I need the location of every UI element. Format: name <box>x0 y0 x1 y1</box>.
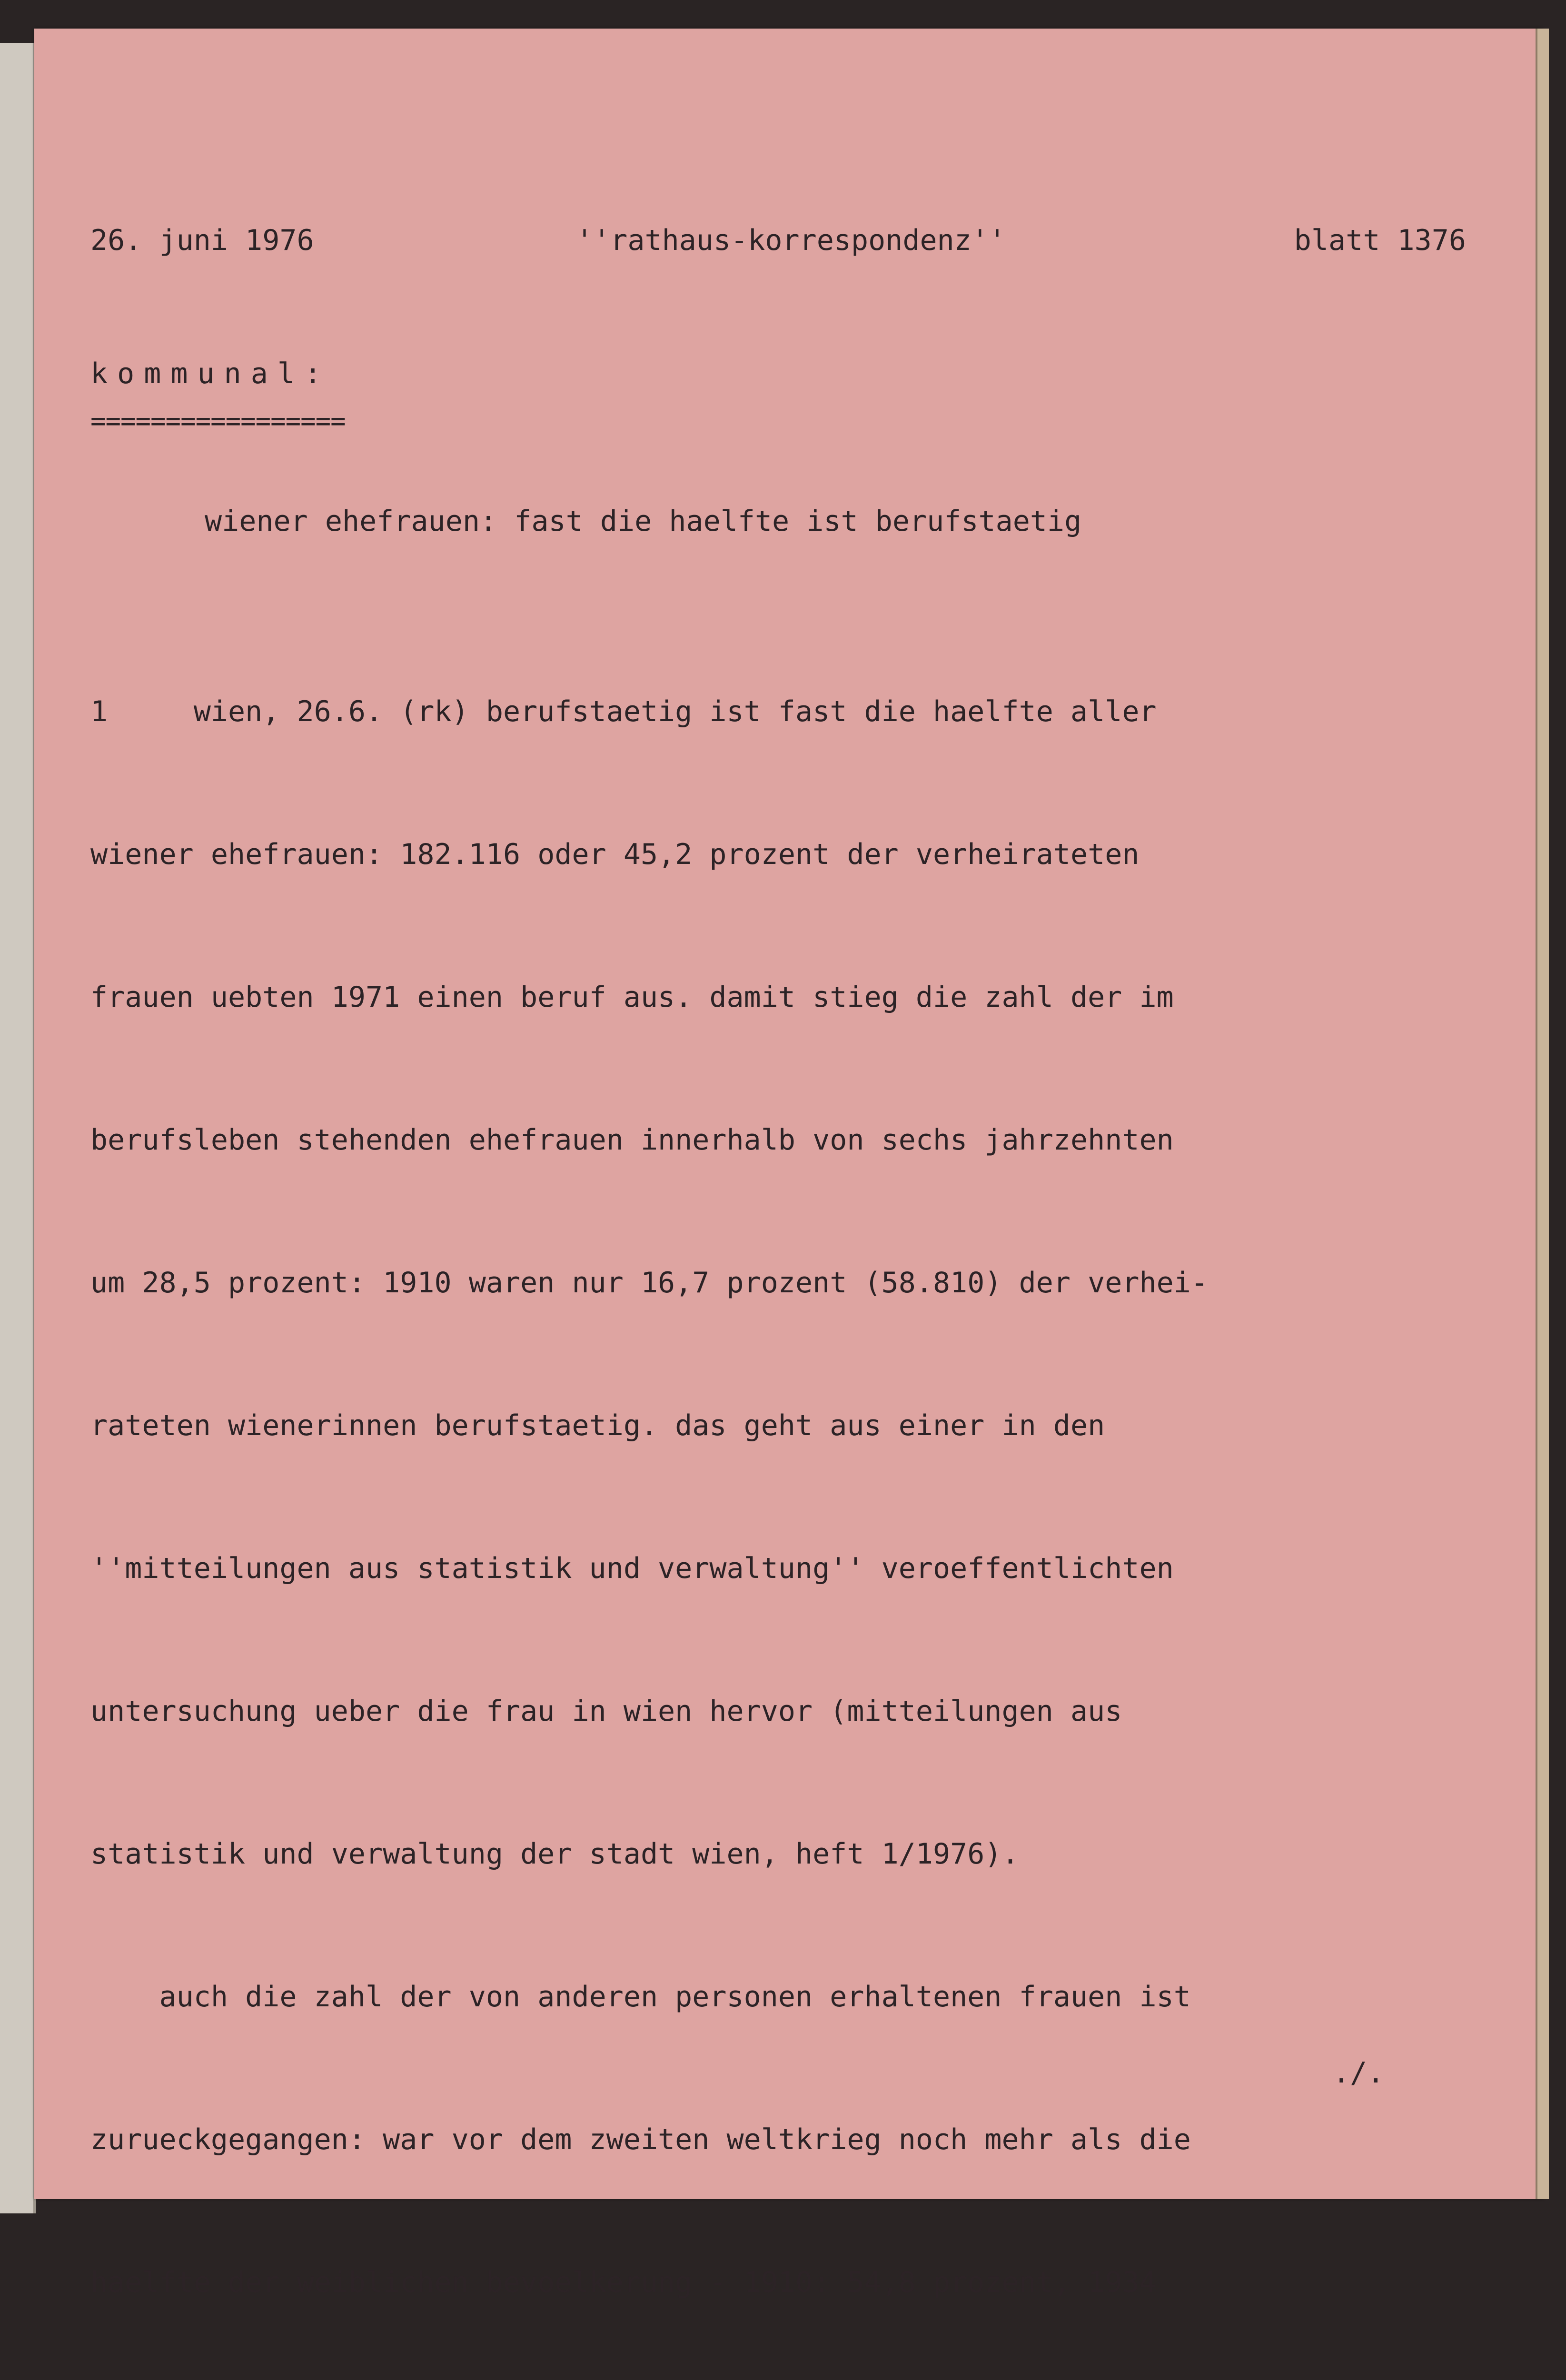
body-line: zurueckgegangen: war vor dem zweiten weltkrieg noch mehr als die <box>90 2123 1191 2156</box>
section-title: kommunal: <box>90 357 331 390</box>
page-stack-edge <box>1536 29 1549 2199</box>
body-line: um 28,5 prozent: 1910 waren nur 16,7 prozent (58.810) der verhei- <box>90 1266 1208 1299</box>
body-line: rateten wienerinnen berufstaetig. das geht aus einer in den <box>90 1409 1105 1442</box>
body-line: haelfte der weiblichen bevoelkerung - 1910: 54,8 prozent, 1934 <box>90 2266 1157 2299</box>
document-sheet <box>34 29 1543 2299</box>
header-page-number: blatt 1376 <box>1294 224 1466 257</box>
body-line: frauen uebten 1971 einen beruf aus. damit stieg die zahl der im <box>90 981 1174 1014</box>
page-header <box>90 217 1466 264</box>
body-line: auch die zahl der von anderen personen erhaltenen frauen ist <box>90 1980 1191 2013</box>
article-body <box>90 593 1259 2380</box>
article-headline: wiener ehefrauen: fast die haelfte ist berufstaetig <box>205 505 1082 538</box>
header-date: 26. juni 1976 <box>90 224 314 257</box>
body-line: wiener ehefrauen: 182.116 oder 45,2 prozent der verheirateten <box>90 838 1140 871</box>
body-line: 1 wien, 26.6. (rk) berufstaetig ist fast die haelfte aller <box>90 695 1157 728</box>
document-text <box>90 29 1471 2299</box>
continuation-mark: ./. <box>1333 2056 1385 2090</box>
section-underline: ================= <box>90 406 346 436</box>
header-publication: ''rathaus-korrespondenz'' <box>576 224 1006 257</box>
body-line: statistik und verwaltung der stadt wien, heft 1/1976). <box>90 1837 1019 1871</box>
body-line: ''mitteilungen aus statistik und verwaltung'' veroeffentlichten <box>90 1552 1174 1585</box>
body-line: untersuchung ueber die frau in wien hervor (mitteilungen aus <box>90 1695 1122 1728</box>
adjacent-page-edge <box>0 43 36 2213</box>
body-line: berufsleben stehenden ehefrauen innerhalb von sechs jahrzehnten <box>90 1123 1174 1157</box>
